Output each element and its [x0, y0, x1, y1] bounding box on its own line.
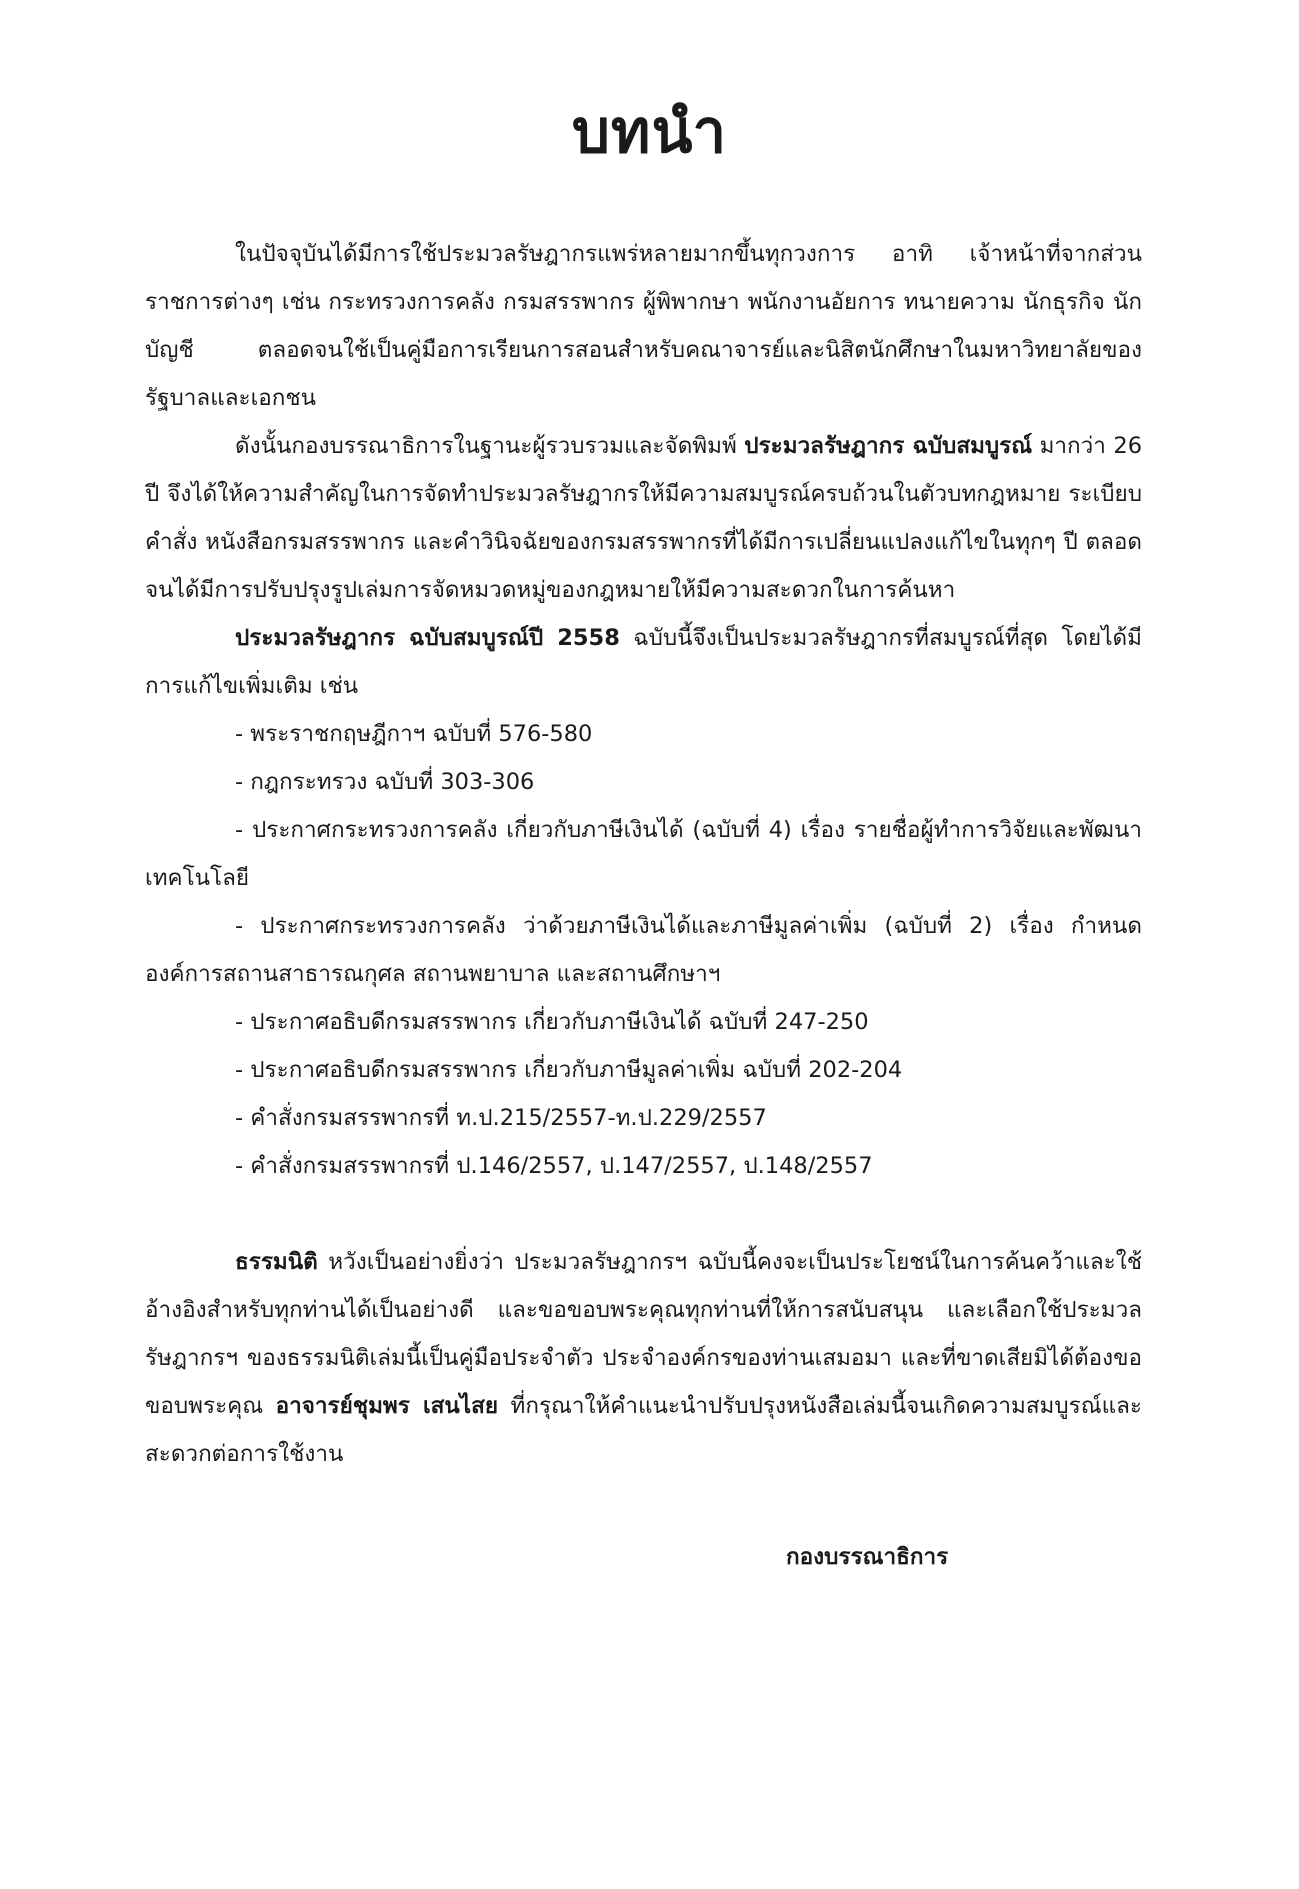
signature: กองบรรณาธิการ — [786, 1544, 949, 1570]
book-title-bold: ประมวลรัษฎากร ฉบับสมบูรณ์ — [744, 433, 1033, 459]
paragraph-editorial — [145, 422, 1142, 614]
spacer — [145, 1190, 1142, 1238]
paragraph-intro: ในปัจจุบันได้มีการใช้ประมวลรัษฎากรแพร่หลายมากขึ้นทุกวงการ อาทิ เจ้าหน้าที่จากส่วนราชการต่างๆ เช่น กระทรวงการคลัง กรมสรรพากร ผู้พิพากษา พนักงานอัยการ ทนายความ นักธุรกิจ นักบัญชี ตลอดจนใช้เป็นคู่มือการเรียนการสอนสำหรับคณาจารย์และนิสิตนักศึกษาในมหาวิทยาลัยของรัฐบาลและเอกชน — [145, 241, 1142, 411]
publisher-name-bold: ธรรมนิติ — [235, 1249, 318, 1275]
list-item: - คำสั่งกรมสรรพากรที่ ป.146/2557, ป.147/2557, ป.148/2557 — [235, 1153, 873, 1179]
paragraph-edition — [145, 614, 1142, 710]
advisor-name-bold: อาจารย์ชุมพร เสนไสย — [275, 1393, 499, 1419]
page-title: บทนำ — [571, 97, 728, 167]
list-item: - ประกาศอธิบดีกรมสรรพากร เกี่ยวกับภาษีเงินได้ ฉบับที่ 247-250 — [235, 1009, 869, 1035]
paragraph-thanks — [145, 1238, 1142, 1478]
paragraph-thanks-text-b: ที่กรุณาให้คำแนะนำปรับปรุงหนังสือเล่มนี้จนเกิดความสมบูรณ์และสะดวกต่อการใช้งาน — [145, 1393, 1142, 1467]
paragraph-editorial-text-b: มากว่า 26 ปี จึงได้ให้ความสำคัญในการจัดทำประมวลรัษฎากรให้มีความสมบูรณ์ครบถ้วนในตัวบทกฎหมาย ระเบียบ คำสั่ง หนังสือกรมสรรพากร และคำวินิจฉัยของกรมสรรพากรที่ได้มีการเปลี่ยนแปลงแก้ไขในทุกๆ ปี ตลอดจนได้มีการปรับปรุงรูปเล่มการจัดหมวดหมู่ของกฎหมายให้มีความสะดวกในการค้นหา — [145, 433, 1143, 603]
list-item: - ประกาศอธิบดีกรมสรรพากร เกี่ยวกับภาษีมูลค่าเพิ่ม ฉบับที่ 202-204 — [235, 1057, 903, 1083]
list-item: - ประกาศกระทรวงการคลัง เกี่ยวกับภาษีเงินได้ (ฉบับที่ 4) เรื่อง รายชื่อผู้ทำการวิจัยและพัฒนาเทคโนโลยี — [145, 817, 1142, 891]
edition-title-bold: ประมวลรัษฎากร ฉบับสมบูรณ์ปี 2558 — [235, 625, 620, 651]
list-item: - กฎกระทรวง ฉบับที่ 303-306 — [235, 769, 535, 795]
list-item: - พระราชกฤษฎีกาฯ ฉบับที่ 576-580 — [235, 721, 593, 747]
paragraph-editorial-text-a: ดังนั้นกองบรรณาธิการในฐานะผู้รวบรวมและจัดพิมพ์ — [235, 433, 745, 459]
document-body — [145, 230, 1142, 1478]
paragraph-thanks-text-a: หวังเป็นอย่างยิ่งว่า ประมวลรัษฎากรฯ ฉบับนี้คงจะเป็นประโยชน์ในการค้นคว้าและใช้อ้างอิงสำหรับทุกท่านได้เป็นอย่างดี และขอขอบพระคุณทุกท่านที่ให้การสนับสนุน และเลือกใช้ประมวลรัษฎากรฯ ของธรรมนิติเล่มนี้เป็นคู่มือประจำตัว ประจำองค์กรของท่านเสมอมา และที่ขาดเสียมิได้ต้องขอขอบพระคุณ — [145, 1249, 1142, 1419]
paragraph-edition-text: ฉบับนี้จึงเป็นประมวลรัษฎากรที่สมบูรณ์ที่สุด โดยได้มีการแก้ไขเพิ่มเติม เช่น — [145, 625, 1142, 699]
list-item: - ประกาศกระทรวงการคลัง ว่าด้วยภาษีเงินได้และภาษีมูลค่าเพิ่ม (ฉบับที่ 2) เรื่อง กำหนดองค์การสถานสาธารณกุศล สถานพยาบาล และสถานศึกษาฯ — [145, 913, 1142, 987]
list-item: - คำสั่งกรมสรรพากรที่ ท.ป.215/2557-ท.ป.229/2557 — [235, 1105, 767, 1131]
